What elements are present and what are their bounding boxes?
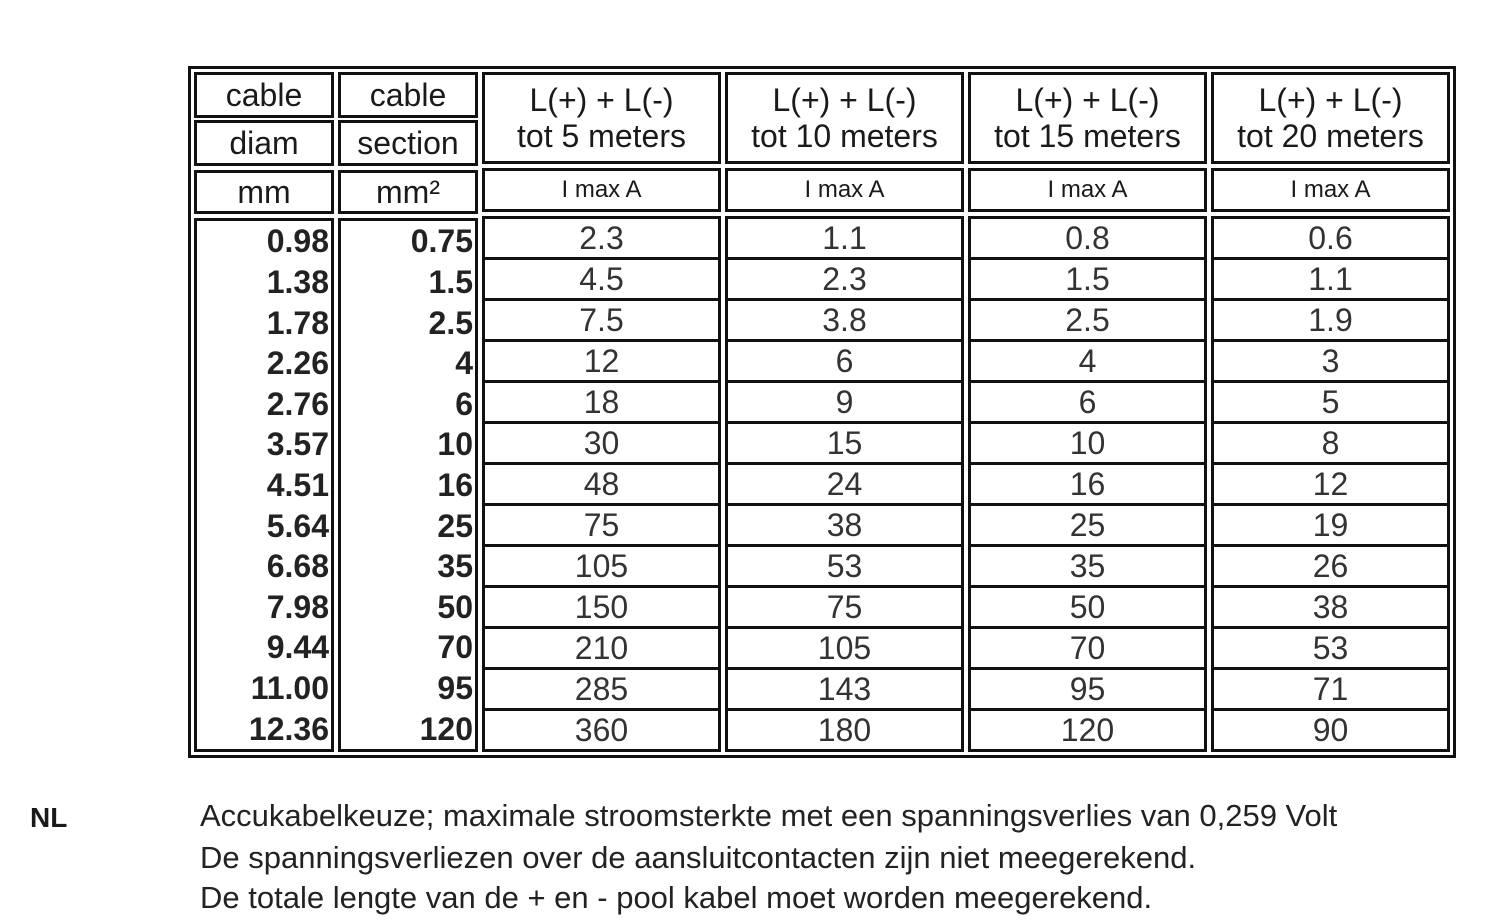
table-cell: 0.8 [1065, 220, 1110, 256]
table-cell: 35 [437, 548, 473, 585]
header-length-unit: I max A [968, 168, 1207, 212]
table-cell: 360 [485, 708, 718, 749]
table-cell: 4.51 [266, 466, 329, 503]
table-cell: 143 [728, 667, 961, 708]
header-diam-label: diam [194, 120, 334, 166]
table-cell: 1.1 [822, 220, 867, 256]
note-line: Accukabelkeuze; maximale stroomsterkte met een spanningsverlies van 0,259 Volt [200, 798, 1338, 833]
table-cell: 3 [1214, 339, 1447, 380]
table-cell: 2.26 [266, 345, 329, 382]
table-cell: 26 [1214, 544, 1447, 585]
column-cable-diam [194, 72, 334, 752]
table-cell: 10 [971, 421, 1204, 462]
table-cell: 0.75 [410, 223, 473, 260]
table-cell: 6 [728, 339, 961, 380]
table-cell: 4 [971, 339, 1204, 380]
header-section-label: section [338, 120, 478, 166]
header-diam-unit: mm [194, 170, 334, 214]
table-cell: 6 [455, 385, 473, 422]
table-cell: 12 [1214, 462, 1447, 503]
table-cell: 50 [437, 588, 473, 625]
table-cell: 12.36 [248, 710, 329, 747]
table-cell: 6 [971, 380, 1204, 421]
table-cell: 16 [971, 462, 1204, 503]
table-cell: 25 [971, 503, 1204, 544]
table-cell: 7.98 [266, 588, 329, 625]
table-cell: 75 [728, 585, 961, 626]
table-cell: 2.5 [428, 304, 473, 341]
table-cell: 4.5 [485, 257, 718, 298]
table-cell: 0.6 [1308, 220, 1353, 256]
table-cell: 7.5 [485, 298, 718, 339]
table-cell: 9.44 [266, 629, 329, 666]
table-cell: 2.76 [266, 385, 329, 422]
table-cell: 95 [437, 670, 473, 706]
table-cell: 1.5 [971, 257, 1204, 298]
table-cell: 210 [485, 626, 718, 667]
table-cell: 11.00 [250, 670, 329, 706]
table-cell: 8 [1214, 421, 1447, 462]
length-15m-values [968, 216, 1207, 752]
table-cell: 1.78 [266, 304, 329, 341]
header-length-line2: tot 20 meters [1237, 118, 1424, 154]
table-cell: 95 [971, 667, 1204, 708]
column-cable-section [338, 72, 478, 752]
header-length-line2: tot 15 meters [994, 118, 1181, 154]
table-cell: 30 [485, 421, 718, 462]
table-cell: 6.68 [266, 548, 329, 585]
table-cell: 19 [1214, 503, 1447, 544]
header-cable-label: cable [338, 72, 478, 118]
table-cell: 71 [1214, 667, 1447, 708]
length-20m-values [1211, 216, 1450, 752]
table-cell: 2.3 [728, 257, 961, 298]
header-length-unit: I max A [482, 168, 721, 212]
note-line: De spanningsverliezen over de aansluitcontacten zijn niet meegerekend. [200, 840, 1197, 875]
table-cell: 50 [971, 585, 1204, 626]
column-length-5m [482, 72, 721, 752]
header-length-unit: I max A [725, 168, 964, 212]
table-cell: 5 [1214, 380, 1447, 421]
language-label: NL [30, 802, 68, 833]
header-length-5m [482, 72, 721, 164]
table-cell: 9 [728, 380, 961, 421]
table-cell: 1.5 [428, 263, 473, 300]
table-cell: 2.3 [579, 220, 624, 256]
table-cell: 24 [728, 462, 961, 503]
header-length-unit: I max A [1211, 168, 1450, 212]
length-5m-values [482, 216, 721, 752]
column-length-15m [968, 72, 1207, 752]
table-cell: 48 [485, 462, 718, 503]
table-cell: 3.8 [728, 298, 961, 339]
table-cell: 3.57 [266, 426, 329, 463]
header-length-10m [725, 72, 964, 164]
table-cell: 1.9 [1214, 298, 1447, 339]
table-cell: 150 [485, 585, 718, 626]
table-cell: 285 [485, 667, 718, 708]
header-length-15m [968, 72, 1207, 164]
table-cell: 5.64 [266, 507, 329, 544]
note-line: De totale lengte van de + en - pool kabel moet worden meegerekend. [200, 880, 1153, 915]
table-cell: 105 [728, 626, 961, 667]
header-section-unit: mm² [338, 170, 478, 214]
table-cell: 12 [485, 339, 718, 380]
header-length-line2: tot 10 meters [751, 118, 938, 154]
table-cell: 1.1 [1214, 257, 1447, 298]
table-cell: 25 [437, 507, 473, 544]
table-cell: 38 [728, 503, 961, 544]
table-cell: 18 [485, 380, 718, 421]
header-cable-label: cable [194, 72, 334, 118]
table-cell: 38 [1214, 585, 1447, 626]
table-cell: 53 [728, 544, 961, 585]
table-cell: 1.38 [266, 263, 329, 300]
cable-current-table [188, 66, 1456, 758]
column-length-10m [725, 72, 964, 752]
table-cell: 90 [1214, 708, 1447, 749]
table-cell: 16 [437, 466, 473, 503]
table-cell: 75 [485, 503, 718, 544]
table-grid [194, 72, 1450, 752]
table-cell: 35 [971, 544, 1204, 585]
table-cell: 180 [728, 708, 961, 749]
table-cell: 70 [971, 626, 1204, 667]
length-10m-values [725, 216, 964, 752]
table-cell: 70 [437, 629, 473, 666]
table-cell: 4 [455, 345, 473, 382]
column-length-20m [1211, 72, 1450, 752]
table-cell: 53 [1214, 626, 1447, 667]
table-cell: 15 [728, 421, 961, 462]
header-length-line1: L(+) + L(-) [1258, 82, 1403, 118]
section-values [338, 218, 478, 752]
table-cell: 105 [485, 544, 718, 585]
header-length-line2: tot 5 meters [517, 118, 686, 154]
header-length-line1: L(+) + L(-) [1015, 82, 1160, 118]
table-cell: 10 [437, 426, 473, 463]
table-cell: 2.5 [971, 298, 1204, 339]
header-length-line1: L(+) + L(-) [772, 82, 917, 118]
header-length-20m [1211, 72, 1450, 164]
diam-values [194, 218, 334, 752]
header-length-line1: L(+) + L(-) [529, 82, 674, 118]
table-cell: 120 [419, 710, 473, 747]
table-cell: 120 [971, 708, 1204, 749]
table-cell: 0.98 [266, 223, 329, 260]
